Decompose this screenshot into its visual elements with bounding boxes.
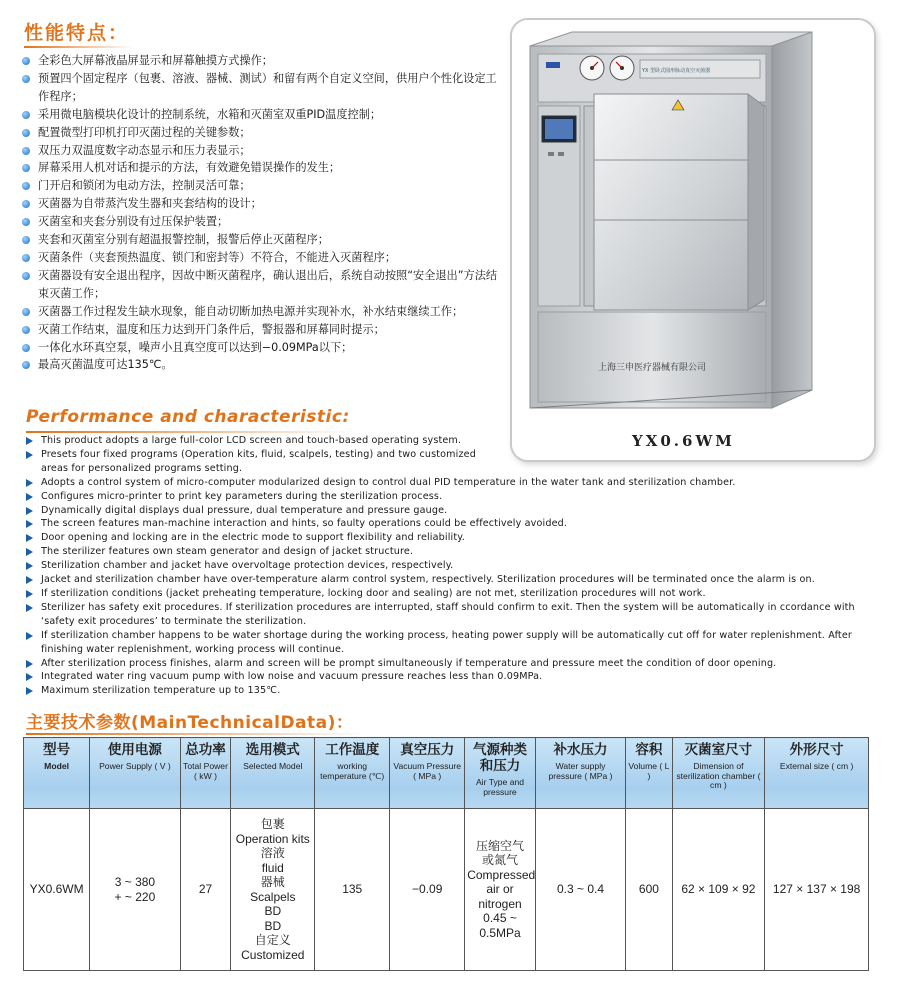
bullet-dot-icon: [22, 361, 30, 369]
bullet-arrow-icon: [26, 548, 33, 556]
bullet-arrow-icon: [26, 479, 33, 487]
panel-label: YX 型卧式圆形脉动真空灭菌器: [642, 68, 711, 74]
bullet-dot-icon: [22, 236, 30, 244]
cell-total-power: 27: [180, 809, 231, 971]
cell-power-supply: 3 ~ 380 + ~ 220: [90, 809, 180, 971]
spec-table: [23, 737, 869, 971]
features-en-list: [26, 434, 871, 698]
bullet-arrow-icon: [26, 520, 33, 528]
bullet-arrow-icon: [26, 493, 33, 501]
bullet-arrow-icon: [26, 590, 33, 598]
feature-en-item: The screen features man-machine interaction and hints, so faulty operations could be effectively avoided.: [26, 517, 871, 531]
bullet-dot-icon: [22, 308, 30, 316]
cell-modes: 包裹 Operation kits 溶液 fluid 器械 Scalpels BD BD 自定义 Customized: [231, 809, 315, 971]
feature-cn-item: 夹套和灭菌室分别有超温报警控制，报警后停止灭菌程序；: [22, 231, 502, 249]
col-header-working-temp: 工作温度 working temperature (℃): [315, 738, 390, 809]
bullet-arrow-icon: [26, 673, 33, 681]
bullet-arrow-icon: [26, 576, 33, 584]
feature-en-item: Configures micro-printer to print key parameters during the sterilization process.: [26, 490, 871, 504]
col-header-water-pressure: 补水压力 Water supply pressure ( MPa ): [535, 738, 625, 809]
feature-en-item: Maximum sterilization temperature up to 135℃.: [26, 684, 871, 698]
maker-plate: 上海三申医疗器械有限公司: [597, 363, 707, 373]
feature-en-item: This product adopts a large full-color LCD screen and touch-based operating system.: [26, 434, 871, 448]
features-cn-heading: 性能特点：: [24, 18, 129, 45]
bullet-dot-icon: [22, 57, 30, 65]
bullet-dot-icon: [22, 182, 30, 190]
feature-en-item: Sterilizer has safety exit procedures. If sterilization procedures are interrupted, staff should confirm to exit. Then the system will be automatically in ccordance with ‘safety exit procedures’ to terminate the sterilization.: [26, 601, 871, 629]
feature-cn-item: 灭菌室和夹套分别设有过压保护装置；: [22, 213, 502, 231]
cell-volume: 600: [626, 809, 672, 971]
bullet-arrow-icon: [26, 507, 33, 515]
feature-cn-item: 预置四个固定程序（包裹、溶液、器械、测试）和留有两个自定义空间，供用户个性化设定工作程序；: [22, 70, 502, 106]
feature-en-item: Presets four fixed programs (Operation kits, fluid, scalpels, testing) and two customized areas for personalized programs setting.: [26, 448, 491, 476]
col-header-power-supply: 使用电源 Power Supply ( V ): [90, 738, 180, 809]
table-row: [24, 809, 869, 971]
feature-en-item: Dynamically digital displays dual pressure, dual temperature and pressure gauge.: [26, 504, 871, 518]
feature-cn-item: 最高灭菌温度可达135℃。: [22, 356, 502, 374]
features-en-heading: Performance and characteristic:: [26, 407, 350, 427]
feature-cn-item: 灭菌工作结束，温度和压力达到开门条件后，警报器和屏幕同时提示；: [22, 321, 502, 339]
feature-cn-item: 双压力双温度数字动态显示和压力表显示；: [22, 142, 502, 160]
table-header-row: [24, 738, 869, 809]
cell-working-temp: 135: [315, 809, 390, 971]
cell-model: YX0.6WM: [24, 809, 90, 971]
feature-cn-item: 全彩色大屏幕液晶屏显示和屏幕触摸方式操作；: [22, 52, 502, 70]
features-cn-list: [22, 52, 502, 374]
col-header-volume: 容积 Volume ( L ): [626, 738, 672, 809]
bullet-dot-icon: [22, 147, 30, 155]
feature-en-item: After sterilization process finishes, alarm and screen will be prompt simultaneously if temperature and pressure meet the condition of door opening.: [26, 657, 871, 671]
col-header-vacuum-pressure: 真空压力 Vacuum Pressure ( MPa ): [390, 738, 465, 809]
feature-cn-item: 灭菌器设有安全退出程序，因故中断灭菌程序，确认退出后，系统自动按照“安全退出”方法结束灭菌工作；: [22, 267, 502, 303]
cell-external-size: 127 × 137 × 198: [765, 809, 869, 971]
cell-air-type: 压缩空气 或氮气 Compressed air or nitrogen 0.45 ~ 0.5MPa: [465, 809, 536, 971]
feature-en-item: Integrated water ring vacuum pump with low noise and vacuum pressure reaches less than 0.09MPa.: [26, 670, 871, 684]
product-caption: YX0.6WM: [632, 432, 735, 450]
col-header-air-type: 气源种类和压力 Air Type and pressure: [465, 738, 536, 809]
feature-cn-item: 配置微型打印机打印灭菌过程的关键参数；: [22, 124, 502, 142]
feature-en-item: Door opening and locking are in the electric mode to support flexibility and reliability.: [26, 531, 871, 545]
bullet-dot-icon: [22, 111, 30, 119]
feature-cn-item: 灭菌器工作过程发生缺水现象，能自动切断加热电源并实现补水，补水结束继续工作；: [22, 303, 502, 321]
bullet-dot-icon: [22, 75, 30, 83]
bullet-dot-icon: [22, 164, 30, 172]
feature-cn-item: 一体化水环真空泵，噪声小且真空度可以达到−0.09MPa以下；: [22, 339, 502, 357]
bullet-dot-icon: [22, 326, 30, 334]
bullet-arrow-icon: [26, 534, 33, 542]
bullet-dot-icon: [22, 200, 30, 208]
bullet-dot-icon: [22, 254, 30, 262]
feature-en-item: If sterilization conditions (jacket preheating temperature, locking door and sealing) are not met, sterilization procedures will not work.: [26, 587, 871, 601]
feature-en-item: Sterilization chamber and jacket have overvoltage protection devices, respectively.: [26, 559, 871, 573]
sterilizer-illustration: [512, 20, 874, 460]
chamber-door: [594, 94, 748, 310]
cell-vacuum-pressure: −0.09: [390, 809, 465, 971]
col-header-model: 型号 Model: [24, 738, 90, 809]
bullet-dot-icon: [22, 218, 30, 226]
feature-en-item: Adopts a control system of micro-computer modularized design to control dual PID temperature in the water tank and sterilization chamber.: [26, 476, 871, 490]
feature-en-item: The sterilizer features own steam generator and design of jacket structure.: [26, 545, 871, 559]
product-photo-frame: [510, 18, 876, 462]
feature-cn-item: 门开启和锁闭为电动方法，控制灵活可靠；: [22, 177, 502, 195]
bullet-arrow-icon: [26, 604, 33, 612]
bullet-arrow-icon: [26, 660, 33, 668]
bullet-arrow-icon: [26, 687, 33, 695]
feature-en-item: If sterilization chamber happens to be water shortage during the working process, heating power supply will be automatically cut off for water replenishment. After finishing water replenishment, working process will continue.: [26, 629, 871, 657]
col-header-total-power: 总功率 Total Power ( kW ): [180, 738, 231, 809]
bullet-arrow-icon: [26, 451, 33, 459]
col-header-external-size: 外形尺寸 External size ( cm ): [765, 738, 869, 809]
feature-cn-item: 灭菌条件（夹套预热温度、锁门和密封等）不符合，不能进入灭菌程序；: [22, 249, 502, 267]
bullet-dot-icon: [22, 344, 30, 352]
bullet-arrow-icon: [26, 632, 33, 640]
feature-cn-item: 采用微电脑模块化设计的控制系统，水箱和灭菌室双重PID温度控制；: [22, 106, 502, 124]
feature-en-item: Jacket and sterilization chamber have over-temperature alarm control system, respectively. Sterilization procedures will be terminated once the alarm is on.: [26, 573, 871, 587]
bullet-arrow-icon: [26, 562, 33, 570]
cell-water-pressure: 0.3 ~ 0.4: [535, 809, 625, 971]
bullet-dot-icon: [22, 129, 30, 137]
bullet-arrow-icon: [26, 437, 33, 445]
feature-cn-item: 灭菌器为自带蒸汽发生器和夹套结构的设计；: [22, 195, 502, 213]
table-heading: 主要技术参数(MainTechnicalData)：: [26, 708, 353, 733]
feature-cn-item: 屏幕采用人机对话和提示的方法，有效避免错误操作的发生；: [22, 159, 502, 177]
bullet-dot-icon: [22, 272, 30, 280]
cell-chamber-size: 62 × 109 × 92: [672, 809, 765, 971]
col-header-selected-model: 选用模式 Selected Model: [231, 738, 315, 809]
col-header-chamber-size: 灭菌室尺寸 Dimension of sterilization chamber ( cm ): [672, 738, 765, 809]
